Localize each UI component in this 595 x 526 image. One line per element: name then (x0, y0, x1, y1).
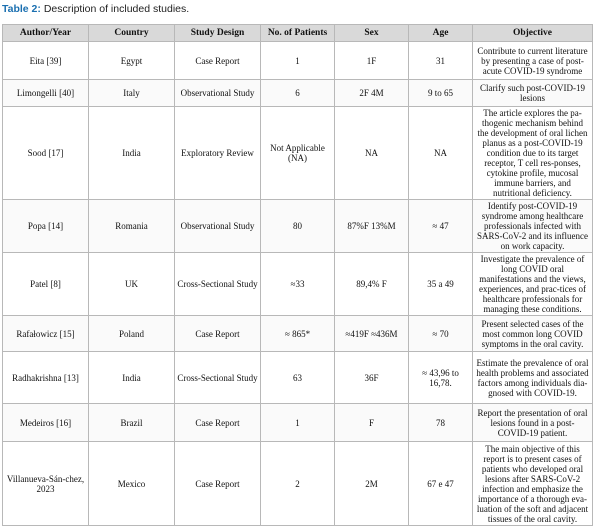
cell-design: Cross-Sectional Study (175, 352, 261, 404)
cell-patients: Not Applicable (NA) (261, 107, 335, 200)
col-header-objective: Objective (473, 25, 593, 42)
table-row (3, 80, 593, 107)
cell-age: 31 (409, 42, 473, 80)
col-header-author: Author/Year (3, 25, 89, 42)
cell-objective: Investigate the prevalence of long COVID oral manifestations and the views, experiences, and prac-tices of healthcare professionals for managing these conditions. (473, 253, 593, 316)
cell-patients: 1 (261, 404, 335, 442)
cell-design: Observational Study (175, 80, 261, 107)
cell-patients: 80 (261, 200, 335, 253)
cell-age: 78 (409, 404, 473, 442)
cell-sex: F (335, 404, 409, 442)
cell-age: 67 e 47 (409, 442, 473, 526)
cell-age: 9 to 65 (409, 80, 473, 107)
col-header-age: Age (409, 25, 473, 42)
cell-patients: 2 (261, 442, 335, 526)
cell-objective: Contribute to current literature by presenting a case of post-acute COVID-19 syndrome (473, 42, 593, 80)
cell-patients: 6 (261, 80, 335, 107)
cell-design: Case Report (175, 42, 261, 80)
cell-sex: 2M (335, 442, 409, 526)
table-caption (2, 3, 189, 15)
cell-sex: 1F (335, 42, 409, 80)
cell-country: Romania (89, 200, 175, 253)
cell-author: Sood [17] (3, 107, 89, 200)
cell-country: India (89, 352, 175, 404)
cell-design: Case Report (175, 316, 261, 352)
cell-objective: Clarify such post-COVID-19 lesions (473, 80, 593, 107)
table-row (3, 253, 593, 316)
cell-author: Limongelli [40] (3, 80, 89, 107)
table-row (3, 200, 593, 253)
cell-age: ≈ 70 (409, 316, 473, 352)
caption-label: Table 2: (2, 3, 41, 15)
cell-author: Popa [14] (3, 200, 89, 253)
cell-author: Eita [39] (3, 42, 89, 80)
header-row (3, 25, 593, 42)
cell-patients: 63 (261, 352, 335, 404)
cell-design: Exploratory Review (175, 107, 261, 200)
cell-design: Cross-Sectional Study (175, 253, 261, 316)
cell-sex: 36F (335, 352, 409, 404)
col-header-sex: Sex (335, 25, 409, 42)
cell-design: Case Report (175, 442, 261, 526)
cell-objective: The main objective of this report is to present cases of patients who developed oral lesions after SARS-CoV-2 infection and emphasize the importance of a thorough eva-luation of the soft and adjacent tissues of the oral cavity. (473, 442, 593, 526)
cell-sex: ≈419F ≈436M (335, 316, 409, 352)
cell-design: Case Report (175, 404, 261, 442)
cell-sex: 89,4% F (335, 253, 409, 316)
cell-author: Medeiros [16] (3, 404, 89, 442)
studies-table (2, 24, 593, 526)
caption-text: Description of included studies. (40, 3, 190, 15)
cell-design: Observational Study (175, 200, 261, 253)
cell-patients: 1 (261, 42, 335, 80)
col-header-patients: No. of Patients (261, 25, 335, 42)
cell-country: India (89, 107, 175, 200)
table-row (3, 316, 593, 352)
cell-country: Mexico (89, 442, 175, 526)
cell-author: Villanueva-Sán-chez, 2023 (3, 442, 89, 526)
cell-patients: ≈33 (261, 253, 335, 316)
cell-age: ≈ 43,96 to 16,78. (409, 352, 473, 404)
cell-patients: ≈ 865* (261, 316, 335, 352)
cell-author: Rafałowicz [15] (3, 316, 89, 352)
table-row (3, 107, 593, 200)
cell-country: Brazil (89, 404, 175, 442)
cell-country: UK (89, 253, 175, 316)
cell-objective: The article explores the pa-thogenic mechanism behind the development of oral lichen planus as a post-COVID-19 condition due to its target receptor, T cell res-ponses, cytokine profile, mucosal immune barriers, and nutritional deficiency. (473, 107, 593, 200)
cell-objective: Report the presentation of oral lesions found in a post-COVID-19 patient. (473, 404, 593, 442)
cell-objective: Identify post-COVID-19 syndrome among healthcare professionals infected with SARS-CoV-2 and its influence on work capacity. (473, 200, 593, 253)
col-header-design: Study Design (175, 25, 261, 42)
cell-country: Egypt (89, 42, 175, 80)
table-row (3, 442, 593, 526)
cell-country: Poland (89, 316, 175, 352)
table-row (3, 404, 593, 442)
cell-author: Patel [8] (3, 253, 89, 316)
table-row (3, 42, 593, 80)
cell-author: Radhakrishna [13] (3, 352, 89, 404)
cell-sex: 2F 4M (335, 80, 409, 107)
cell-age: ≈ 47 (409, 200, 473, 253)
col-header-country: Country (89, 25, 175, 42)
cell-objective: Estimate the prevalence of oral health problems and associated factors among individuals dia-gnosed with COVID-19. (473, 352, 593, 404)
cell-country: Italy (89, 80, 175, 107)
cell-age: NA (409, 107, 473, 200)
cell-sex: NA (335, 107, 409, 200)
cell-age: 35 a 49 (409, 253, 473, 316)
table-row (3, 352, 593, 404)
cell-sex: 87%F 13%M (335, 200, 409, 253)
cell-objective: Present selected cases of the most common long COVID symptoms in the oral cavity. (473, 316, 593, 352)
